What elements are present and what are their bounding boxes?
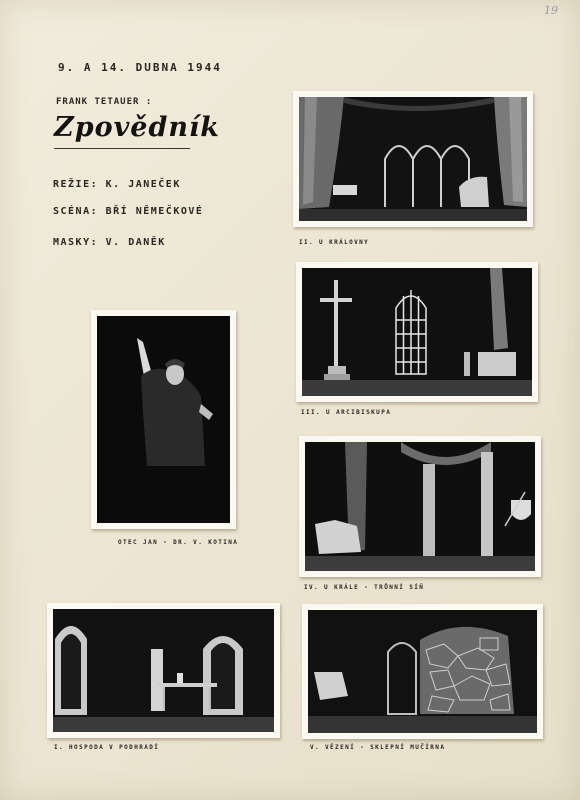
- photo-actor-portrait: [91, 310, 236, 529]
- stage-photo: [97, 316, 230, 523]
- throne-room-illustration: [305, 442, 535, 571]
- caption-tavern-scene: I. HOSPODA V PODHRADÍ: [54, 744, 160, 751]
- stage-photo: [53, 609, 274, 732]
- caption-queen-scene: II. U KRÁLOVNY: [299, 239, 370, 246]
- archbishop-scene-illustration: [302, 268, 532, 396]
- photo-prison-scene: [302, 604, 543, 739]
- photo-tavern-scene: [47, 603, 280, 738]
- stage-photo: [308, 610, 537, 733]
- credit-director: REŽIE: K. JANEČEK: [53, 179, 181, 190]
- prison-scene-illustration: [308, 610, 537, 733]
- queen-scene-illustration: [299, 97, 527, 221]
- actor-portrait-illustration: [97, 316, 230, 523]
- caption-actor-portrait: OTEC JAN - DR. V. KOTINA: [118, 539, 239, 546]
- title-underline: [54, 148, 190, 149]
- caption-throne-room-scene: IV. U KRÁLE - TRŮNNÍ SÍŇ: [304, 584, 425, 591]
- stage-photo: [302, 268, 532, 396]
- photo-throne-room-scene: [299, 436, 541, 577]
- tavern-scene-illustration: [53, 609, 274, 732]
- play-author: FRANK TETAUER :: [56, 97, 153, 107]
- page-number: 19: [544, 4, 558, 17]
- caption-archbishop-scene: III. U ARCIBISKUPA: [301, 409, 392, 416]
- play-title: Zpovědník: [54, 112, 220, 143]
- performance-date: 9. A 14. DUBNA 1944: [58, 61, 222, 74]
- caption-prison-scene: V. VĚZENÍ - SKLEPNÍ MUČÍRNA: [310, 744, 446, 751]
- credit-masks: MASKY: V. DANĚK: [53, 237, 166, 248]
- stage-photo: [299, 97, 527, 221]
- photo-queen-scene: [293, 91, 533, 227]
- credit-scenery: SCÉNA: BŘÍ NĚMEČKOVÉ: [53, 206, 204, 217]
- photo-archbishop-scene: [296, 262, 538, 402]
- stage-photo: [305, 442, 535, 571]
